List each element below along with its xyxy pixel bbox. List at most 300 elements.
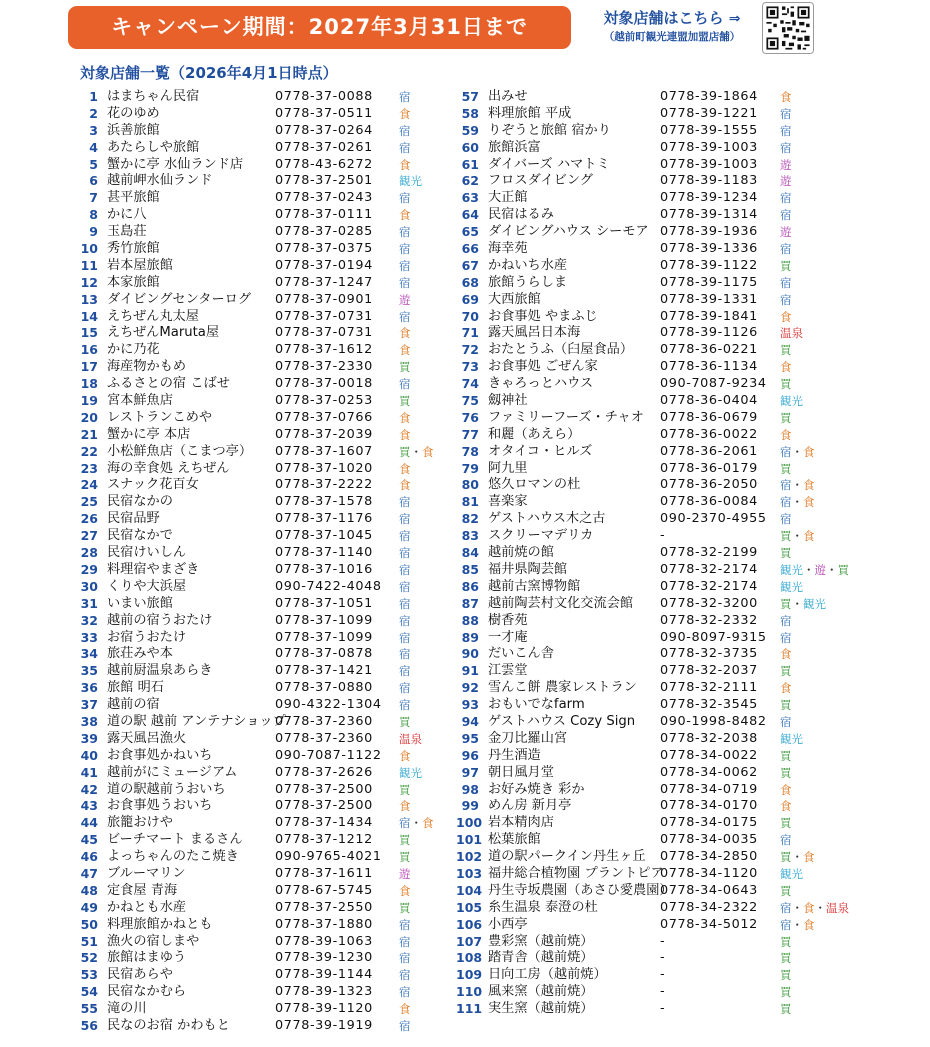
store-phone: 0778-37-2039 [275, 426, 373, 442]
store-number: 47 [80, 865, 98, 881]
store-name: 花のゆめ [107, 105, 160, 121]
store-phone: 0778-37-1045 [275, 528, 373, 544]
store-phone: 0778-39-1555 [660, 122, 758, 138]
store-name: 岩本屋旅館 [107, 257, 173, 273]
store-number: 104 [456, 882, 483, 898]
store-name: 金刀比羅山宮 [488, 730, 568, 746]
store-name: 福井総合植物園 プラントピア [488, 865, 664, 881]
store-number: 78 [461, 443, 479, 459]
store-name: 風来窯（越前焼） [488, 984, 594, 1000]
store-name: えちぜん丸太屋 [107, 308, 199, 324]
store-phone: 0778-39-1126 [660, 325, 758, 341]
store-number: 111 [456, 1001, 483, 1017]
store-name: 岩本精肉店 [488, 815, 554, 831]
store-name: 劔神社 [488, 393, 528, 409]
store-name: 旅館うらしま [488, 274, 568, 290]
store-number: 15 [80, 325, 98, 341]
store-name: 大西旅館 [488, 291, 541, 307]
store-name: スクリーマデリカ [488, 528, 594, 544]
store-number: 10 [80, 241, 98, 257]
store-number: 86 [461, 578, 479, 594]
store-number: 63 [461, 190, 479, 206]
store-category: 買 [399, 360, 411, 375]
store-name: 旅籠おけや [107, 815, 173, 831]
store-name: かねいち水産 [488, 257, 568, 273]
store-phone: 0778-39-1144 [275, 967, 373, 983]
store-number: 51 [80, 933, 98, 949]
store-number: 41 [80, 764, 98, 780]
store-category: 遊 [780, 174, 792, 189]
store-phone: 0778-32-2111 [660, 680, 758, 696]
store-number: 99 [461, 798, 479, 814]
store-name: 蟹かに亭 本店 [107, 426, 191, 442]
store-number: 40 [80, 747, 98, 763]
store-name: 出みせ [488, 89, 528, 104]
store-number: 53 [80, 967, 98, 983]
store-category: 観光 [399, 174, 422, 189]
store-phone: 0778-39-1122 [660, 257, 758, 273]
store-number: 2 [89, 105, 98, 121]
store-name: お食事処 ごぜん家 [488, 359, 598, 375]
store-number: 74 [461, 376, 479, 392]
store-phone: 0778-37-1578 [275, 494, 373, 510]
store-phone: 0778-37-2360 [275, 730, 373, 746]
store-number: 94 [461, 713, 479, 729]
store-name: 旅館 明石 [107, 680, 164, 696]
store-number: 34 [80, 646, 98, 662]
store-category: 買 [780, 343, 792, 358]
store-category: 宿 [399, 140, 411, 155]
store-number: 48 [80, 882, 98, 898]
store-number: 80 [461, 477, 479, 493]
store-category: 宿 [780, 613, 792, 628]
store-number: 46 [80, 849, 98, 865]
store-number: 88 [461, 612, 479, 628]
store-number: 89 [461, 629, 479, 645]
store-category: 食 [399, 106, 411, 121]
store-name: 漁火の宿しまや [107, 933, 200, 949]
store-name: スナック花百女 [107, 477, 199, 493]
qr-code-icon[interactable] [762, 2, 814, 54]
store-phone: 0778-36-0022 [660, 426, 758, 442]
store-category: 宿 [399, 681, 411, 696]
store-number: 73 [461, 359, 479, 375]
store-number: 98 [461, 781, 479, 797]
store-category: 遊 [780, 225, 792, 240]
store-category: 買 [780, 258, 792, 273]
store-category: 宿 [399, 377, 411, 392]
store-number: 5 [89, 156, 98, 172]
store-name: 秀竹旅館 [107, 241, 160, 257]
store-number: 79 [461, 460, 479, 476]
store-category: 宿 [399, 123, 411, 138]
store-name: ファミリーフーズ・チャオ [488, 409, 644, 425]
store-number: 21 [80, 426, 98, 442]
store-name: ダイバーズ ハマトミ [488, 156, 610, 172]
campaign-period-banner [68, 6, 571, 49]
store-category: 買 [399, 900, 411, 915]
store-number: 13 [80, 291, 98, 307]
store-phone: 0778-39-1003 [660, 139, 758, 155]
store-number: 101 [456, 832, 483, 848]
store-category: 宿 [399, 309, 411, 324]
store-number: 85 [461, 561, 479, 577]
store-category: 食 [399, 410, 411, 425]
store-phone: 0778-37-2501 [275, 173, 373, 189]
store-category: 宿 [780, 833, 792, 848]
store-number: 19 [80, 393, 98, 409]
store-category: 食 [780, 360, 792, 375]
store-phone: - [660, 984, 666, 1000]
store-category: 買・食 [399, 444, 434, 459]
store-number: 36 [80, 680, 98, 696]
store-name: 滝の川 [107, 1001, 147, 1017]
store-number: 58 [461, 105, 479, 121]
store-phone: 0778-32-3735 [660, 646, 758, 662]
store-phone: 0778-32-2199 [660, 545, 758, 561]
store-number: 93 [461, 697, 479, 713]
store-phone: 0778-36-2050 [660, 477, 758, 493]
store-category: 食 [780, 799, 792, 814]
store-category: 宿 [780, 242, 792, 257]
store-phone: 0778-34-0170 [660, 798, 758, 814]
store-category: 宿 [780, 106, 792, 121]
store-name: 民宿なかむら [107, 984, 187, 1000]
store-number: 92 [461, 680, 479, 696]
store-phone: 0778-37-1051 [275, 595, 373, 611]
store-name: 糸生温泉 泰澄の杜 [488, 899, 598, 915]
store-phone: 0778-32-2038 [660, 730, 758, 746]
store-category: 買・食 [780, 850, 815, 865]
store-category: 食 [399, 343, 411, 358]
store-phone: 0778-37-2626 [275, 764, 373, 780]
store-category: 宿・食・温泉 [780, 900, 849, 915]
store-category: 買 [780, 410, 792, 425]
store-number: 50 [80, 916, 98, 932]
store-number: 12 [80, 274, 98, 290]
store-number: 72 [461, 342, 479, 358]
store-number: 20 [80, 409, 98, 425]
store-category: 買 [780, 461, 792, 476]
store-name: フロスダイビング [488, 173, 593, 189]
store-name: 道の駅 越前 アンテナショップ [107, 713, 286, 729]
store-category: 買 [399, 714, 411, 729]
store-phone: 0778-37-0088 [275, 89, 373, 104]
store-phone: 0778-37-1176 [275, 511, 373, 527]
store-category: 買 [780, 816, 792, 831]
store-name: 越前厨温泉あらき [107, 663, 213, 679]
store-category: 食 [399, 1002, 411, 1017]
store-name: 越前岬水仙ランド [107, 173, 213, 189]
store-phone: 0778-39-1063 [275, 933, 373, 949]
store-phone: 0778-39-1936 [660, 224, 758, 240]
store-name: 旅館はまゆう [107, 950, 187, 966]
store-category: 観光 [399, 765, 422, 780]
store-number: 54 [80, 984, 98, 1000]
store-number: 1 [89, 89, 98, 104]
store-name: ゲストハウス Cozy Sign [488, 713, 636, 729]
store-name: お食事処かねいち [107, 747, 213, 763]
store-name: 蟹かに亭 水仙ランド店 [107, 156, 244, 172]
store-category: 買 [399, 850, 411, 865]
store-phone: 0778-39-1323 [275, 984, 373, 1000]
store-number: 81 [461, 494, 479, 510]
store-category: 宿 [399, 275, 411, 290]
store-name: 旅荘みや本 [107, 646, 173, 662]
store-category: 宿 [399, 647, 411, 662]
store-name: ダイビングセンターログ [107, 291, 252, 307]
store-phone: 0778-37-1212 [275, 832, 373, 848]
store-category: 宿・食 [399, 816, 434, 831]
store-number: 109 [456, 967, 483, 983]
store-name: 越前がにミュージアム [107, 764, 238, 780]
store-phone: 090-2370-4955 [660, 511, 767, 527]
store-phone: 0778-34-0643 [660, 882, 758, 898]
store-name: 海幸苑 [488, 241, 528, 257]
store-phone: 0778-37-0261 [275, 139, 373, 155]
store-category: 宿 [399, 495, 411, 510]
store-phone: 090-7422-4048 [275, 578, 382, 594]
store-name: お食事処 やまふじ [488, 308, 598, 324]
store-phone: 0778-37-1016 [275, 561, 373, 577]
store-number: 18 [80, 376, 98, 392]
store-phone: 0778-39-1919 [275, 1017, 373, 1033]
store-name: 浜善旅館 [107, 122, 160, 138]
store-name: 小西亭 [488, 916, 528, 932]
store-category: 買 [780, 765, 792, 780]
store-number: 11 [80, 257, 98, 273]
store-name: 越前焼の館 [488, 545, 554, 561]
store-number: 31 [80, 595, 98, 611]
store-number: 26 [80, 511, 98, 527]
store-name: 料理旅館かねとも [107, 916, 213, 932]
store-name: ブルーマリン [107, 865, 186, 881]
store-number: 100 [456, 815, 483, 831]
store-category: 食 [399, 461, 411, 476]
store-phone: 0778-37-0731 [275, 325, 373, 341]
store-category: 宿 [399, 579, 411, 594]
store-number: 17 [80, 359, 98, 375]
store-number: 6 [89, 173, 98, 189]
store-number: 44 [80, 815, 98, 831]
store-category: 観光 [780, 394, 803, 409]
store-number: 25 [80, 494, 98, 510]
store-phone: 0778-34-2850 [660, 849, 758, 865]
store-number: 82 [461, 511, 479, 527]
store-name: 民宿なかの [107, 494, 173, 510]
store-category: 食 [399, 478, 411, 493]
store-category: 宿 [780, 714, 792, 729]
store-phone: - [660, 967, 666, 983]
store-category: 宿・食 [780, 444, 815, 459]
store-category: 宿 [780, 123, 792, 138]
store-name: 料理宿やまざき [107, 561, 200, 577]
store-category: 買 [780, 934, 792, 949]
store-name: かに乃花 [107, 342, 160, 358]
store-number: 28 [80, 545, 98, 561]
store-number: 102 [456, 849, 483, 865]
store-phone: 0778-34-0062 [660, 764, 758, 780]
store-number: 39 [80, 730, 98, 746]
store-name: 豊彩窯（越前焼） [488, 933, 594, 949]
store-category: 買 [399, 833, 411, 848]
store-category: 買 [780, 377, 792, 392]
store-phone: 0778-37-2550 [275, 899, 373, 915]
store-phone: 0778-37-1020 [275, 460, 373, 476]
store-category: 宿 [399, 985, 411, 1000]
store-name: 道の駅越前うおいち [107, 781, 226, 797]
store-number: 75 [461, 393, 479, 409]
store-phone: 0778-39-1120 [275, 1001, 373, 1017]
store-phone: 0778-34-2322 [660, 899, 758, 915]
store-phone: 090-8097-9315 [660, 629, 767, 645]
store-phone: 0778-34-1120 [660, 865, 758, 881]
store-name: はまちゃん民宿 [107, 89, 200, 104]
store-category: 宿 [780, 191, 792, 206]
store-number: 43 [80, 798, 98, 814]
store-number: 95 [461, 730, 479, 746]
store-phone: 0778-36-0179 [660, 460, 758, 476]
store-category: 宿 [399, 917, 411, 932]
store-number: 33 [80, 629, 98, 645]
store-name: 丹生酒造 [488, 747, 541, 763]
store-category: 宿 [399, 242, 411, 257]
store-category: 買 [780, 664, 792, 679]
store-phone: 0778-37-0194 [275, 257, 373, 273]
store-name: 越前陶芸村文化交流会館 [488, 595, 634, 611]
store-name: 道の駅パークイン丹生ヶ丘 [488, 849, 646, 865]
store-name: 悠久ロマンの杜 [488, 477, 581, 493]
store-name: おたとうふ（臼屋食品） [488, 342, 634, 358]
store-phone: 0778-37-1434 [275, 815, 373, 831]
store-name: 丹生寺坂農園（あさひ愛農園） [488, 882, 673, 898]
store-number: 59 [461, 122, 479, 138]
store-name: かねとも水産 [107, 899, 187, 915]
store-name: 旅館浜富 [488, 139, 541, 155]
store-phone: 0778-37-1611 [275, 865, 373, 881]
store-phone: 0778-36-0084 [660, 494, 758, 510]
store-name: 江雲堂 [488, 663, 528, 679]
store-name: 福井県陶芸館 [488, 561, 568, 577]
store-number: 24 [80, 477, 98, 493]
store-phone: 0778-36-0221 [660, 342, 758, 358]
store-phone: 0778-37-2222 [275, 477, 373, 493]
store-category: 買 [780, 546, 792, 561]
store-category: 買 [399, 394, 411, 409]
store-number: 60 [461, 139, 479, 155]
store-number: 16 [80, 342, 98, 358]
store-category: 宿 [399, 512, 411, 527]
store-name: 一才庵 [488, 629, 528, 645]
store-phone: 0778-37-1247 [275, 274, 373, 290]
store-category: 宿 [780, 630, 792, 645]
store-phone: 0778-37-0285 [275, 224, 373, 240]
store-category: 宿 [780, 140, 792, 155]
store-phone: 0778-34-0035 [660, 832, 758, 848]
store-name: 民なのお宿 かわもと [107, 1017, 230, 1033]
store-number: 30 [80, 578, 98, 594]
store-number: 32 [80, 612, 98, 628]
store-phone: 0778-34-0175 [660, 815, 758, 831]
store-number: 77 [461, 426, 479, 442]
store-phone: 0778-37-1140 [275, 545, 373, 561]
store-phone: 0778-37-2500 [275, 798, 373, 814]
store-phone: 0778-39-1336 [660, 241, 758, 257]
store-phone: - [660, 528, 666, 544]
store-category: 観光 [780, 731, 803, 746]
store-category: 宿 [399, 258, 411, 273]
target-stores-link-label: 対象店舗はこちら [603, 9, 724, 27]
store-phone: 0778-37-0264 [275, 122, 373, 138]
store-category: 宿 [399, 951, 411, 966]
store-name: 越前古窯博物館 [488, 578, 581, 594]
store-name: ダイビングハウス シーモア [488, 224, 649, 240]
store-number: 91 [461, 663, 479, 679]
store-number: 70 [461, 308, 479, 324]
store-number: 57 [461, 89, 479, 104]
store-phone: 0778-37-0243 [275, 190, 373, 206]
store-category: 遊 [399, 866, 411, 881]
store-category: 買 [399, 782, 411, 797]
store-phone: 0778-32-2037 [660, 663, 758, 679]
store-phone: 090-1998-8482 [660, 713, 767, 729]
store-name: 実生窯（越前焼） [488, 1001, 594, 1017]
store-phone: 0778-39-1331 [660, 291, 758, 307]
store-phone: 0778-39-1234 [660, 190, 758, 206]
arrow-right-icon: ⇒ [728, 11, 741, 27]
store-number: 14 [80, 308, 98, 324]
store-category: 宿 [399, 630, 411, 645]
target-stores-link[interactable] [588, 8, 756, 45]
store-name: 海産物かもめ [107, 359, 187, 375]
store-number: 38 [80, 713, 98, 729]
store-name: 大正館 [488, 190, 528, 206]
store-phone: 0778-37-0253 [275, 393, 373, 409]
store-category: 食 [399, 799, 411, 814]
store-category: 買 [780, 748, 792, 763]
store-category: 観光・遊・買 [780, 562, 849, 577]
store-name: 海の幸食処 えちぜん [107, 460, 230, 476]
store-number: 108 [456, 950, 483, 966]
store-name: 宮本鮮魚店 [107, 393, 173, 409]
store-name: 民宿なかで [107, 528, 173, 544]
store-category: 宿 [399, 698, 411, 713]
store-number: 64 [461, 207, 479, 223]
store-name: 本家旅館 [107, 274, 160, 290]
store-name: 樹香苑 [488, 612, 528, 628]
store-phone: 0778-37-0511 [275, 105, 373, 121]
store-phone: - [660, 950, 666, 966]
store-number: 4 [89, 139, 98, 155]
store-category: 宿 [780, 208, 792, 223]
store-category: 遊 [780, 157, 792, 172]
store-name: 松葉旅館 [488, 832, 541, 848]
store-category: 温泉 [399, 731, 422, 746]
store-number: 97 [461, 764, 479, 780]
store-category: 温泉 [780, 326, 803, 341]
store-category: 遊 [399, 292, 411, 307]
store-category: 観光 [780, 579, 803, 594]
store-phone: 0778-39-1221 [660, 105, 758, 121]
store-name: 小松鮮魚店（こまつ亭） [107, 443, 253, 459]
store-number: 23 [80, 460, 98, 476]
store-number: 103 [456, 865, 483, 881]
store-category: 宿・食 [780, 478, 815, 493]
store-name: めん房 新月亭 [488, 798, 572, 814]
store-category: 食 [780, 681, 792, 696]
store-name: 定食屋 青海 [107, 882, 178, 898]
store-number: 7 [89, 190, 98, 206]
